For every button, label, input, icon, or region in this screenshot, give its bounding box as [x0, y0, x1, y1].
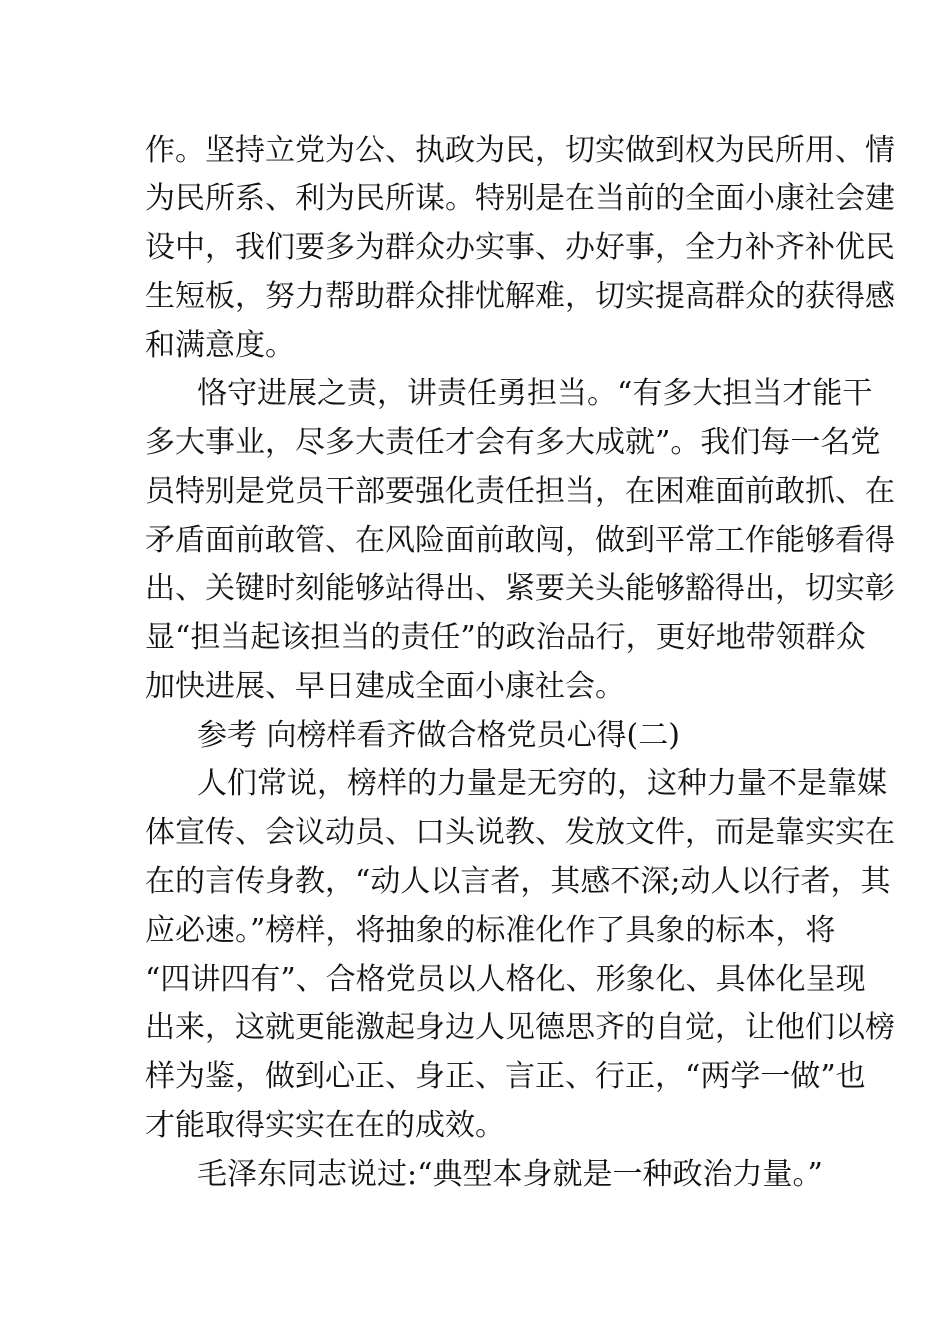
- body-text-line: 和满意度。: [145, 328, 295, 363]
- body-text-line: “四讲四有”、合格党员以人格化、形象化、具体化呈现: [145, 962, 866, 997]
- body-text-line: 才能取得实实在在的成效。: [145, 1108, 505, 1143]
- body-text-line: 员特别是党员干部要强化责任担当，在困难面前敢抓、在: [145, 474, 895, 509]
- paragraph-first-line: 毛泽东同志说过:“典型本身就是一种政治力量。”: [197, 1157, 823, 1192]
- body-text-line: 矛盾面前敢管、在风险面前敢闯，做到平常工作能够看得: [145, 523, 895, 558]
- body-text-line: 设中，我们要多为群众办实事、办好事，全力补齐补优民: [145, 230, 895, 265]
- body-text-line: 生短板，努力帮助群众排忧解难，切实提高群众的获得感: [145, 279, 895, 314]
- body-text-line: 体宣传、会议动员、口头说教、发放文件，而是靠实实在: [145, 815, 895, 850]
- body-text-line: 出、关键时刻能够站得出、紧要关头能够豁得出，切实彰: [145, 571, 895, 606]
- section-heading: 参考 向榜样看齐做合格党员心得(二): [197, 718, 680, 753]
- body-text-line: 在的言传身教，“动人以言者，其感不深;动人以行者，其: [145, 864, 891, 899]
- body-text-line: 多大事业，尽多大责任才会有多大成就”。我们每一名党: [145, 425, 881, 460]
- paragraph-first-line: 人们常说，榜样的力量是无穷的，这种力量不是靠媒: [197, 766, 887, 801]
- body-text-line: 样为鉴，做到心正、身正、言正、行正，“两学一做”也: [145, 1059, 866, 1094]
- paragraph-first-line: 恪守进展之责，讲责任勇担当。“有多大担当才能干: [197, 376, 873, 411]
- body-text-line: 作。坚持立党为公、执政为民，切实做到权为民所用、情: [145, 133, 895, 168]
- body-text-line: 应必速。”榜样，将抽象的标准化作了具象的标本，将: [145, 913, 836, 948]
- body-text-line: 显“担当起该担当的责任”的政治品行，更好地带领群众: [145, 620, 866, 655]
- body-text-line: 出来，这就更能激起身边人见德思齐的自觉，让他们以榜: [145, 1010, 895, 1045]
- body-text-line: 为民所系、利为民所谋。特别是在当前的全面小康社会建: [145, 181, 895, 216]
- body-text-line: 加快进展、早日建成全面小康社会。: [145, 669, 625, 704]
